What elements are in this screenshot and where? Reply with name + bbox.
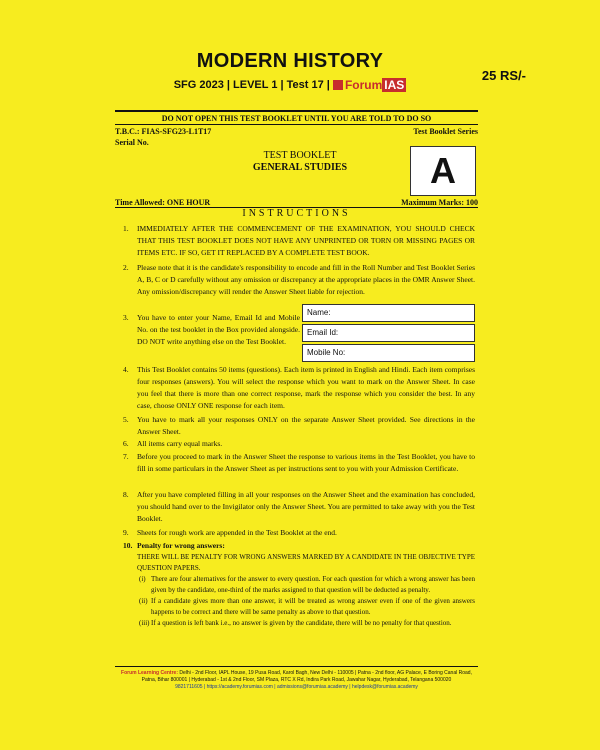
item-number: 3. bbox=[123, 313, 129, 322]
divider bbox=[115, 124, 478, 125]
footer-brand: Forum Learning Centre: bbox=[121, 670, 178, 676]
instruction-item bbox=[115, 262, 475, 298]
item-text: This Test Booklet contains 50 items (questions). Each item is printed in English and Hindi. Each item comprises four responses (answers). You will select the response which you want to mark on the Answer Sheet. In case you feel that there is more than one correct response, mark the response which you consider the best. In any case, choose ONLY ONE response for each item. bbox=[137, 365, 475, 410]
time-marks-row bbox=[115, 198, 478, 207]
time-allowed: Time Allowed: ONE HOUR bbox=[115, 198, 211, 207]
tbc-code: T.B.C.: FIAS-SFG23-L1T17 bbox=[115, 127, 212, 136]
item-text: You have to enter your Name, Email Id and Mobile No. on the test booklet in the Box provided alongside. DO NOT write anything else on the Test Booklet. bbox=[137, 313, 300, 346]
instruction-item bbox=[115, 438, 475, 450]
instruction-item bbox=[115, 451, 475, 475]
instruction-item bbox=[115, 489, 475, 525]
footer bbox=[115, 670, 478, 691]
item-number: 4. bbox=[123, 365, 129, 374]
item-text: Sheets for rough work are appended in the Test Booklet at the end. bbox=[137, 528, 337, 537]
item-number: 8. bbox=[123, 490, 129, 499]
item-number: 1. bbox=[123, 224, 129, 233]
item-number: 7. bbox=[123, 452, 129, 461]
footer-links[interactable]: 9821711605 | https://academy.forumias.com | admissions@forumias.academy | helpdesk@forumias.academy bbox=[175, 684, 418, 690]
item-text: You have to mark all your responses ONLY on the separate Answer Sheet provided. See directions in the Answer Sheet. bbox=[137, 415, 475, 436]
price-label: 25 RS/- bbox=[481, 68, 526, 83]
footer-divider bbox=[115, 666, 478, 667]
item-text: All items carry equal marks. bbox=[137, 439, 223, 448]
candidate-details-box bbox=[302, 304, 475, 364]
item-number: 6. bbox=[123, 439, 129, 448]
item-text: Please note that it is the candidate's responsibility to encode and fill in the Roll Number and Test Booklet Series A, B, C or D carefully without any omission or discrepancy at the appropriate places in the OMR Answer Sheet. Any omission/discrepancy will render the Answer Sheet liable for rejection. bbox=[137, 263, 475, 296]
penalty-number: (ii) bbox=[139, 597, 148, 605]
test-info: SFG 2023 | LEVEL 1 | Test 17 | bbox=[173, 78, 330, 91]
booklet-subject: GENERAL STUDIES bbox=[252, 162, 348, 173]
penalty-text: If a question is left bank i.e., no answer is given by the candidate, there will be no penalty for that question. bbox=[151, 619, 452, 627]
penalty-intro: THERE WILL BE PENALTY FOR WRONG ANSWERS MARKED BY A CANDIDATE IN THE OBJECTIVE TYPE QUESTION PAPERS. bbox=[137, 553, 475, 572]
penalty-number: (i) bbox=[139, 575, 146, 583]
top-divider bbox=[115, 110, 478, 112]
footer-address: Delhi - 2nd Floor, IAPL House, 19 Pusa Road, Karol Bagh, New Delhi - 110005 | Patna - 2nd floor, AG Palace, E Boring Canal Road, Patna, Bihar 800001 | Hyderabad - 1st & 2nd Floor, SM Plaza, RTC X Rd, Indira Park Road, Jawahar Nagar, Hyderabad, Telangana 500020 bbox=[141, 670, 472, 683]
penalty-item bbox=[139, 596, 475, 618]
item-text: Penalty for wrong answers: bbox=[137, 541, 225, 550]
logo-text: Forum bbox=[344, 78, 383, 92]
item-text: IMMEDIATELY AFTER THE COMMENCEMENT OF THE EXAMINATION, YOU SHOULD CHECK THAT THIS TEST BOOKLET DOES NOT HAVE ANY UNPRINTED OR TORN OR MISSING PAGES OR ITEMS ETC. IF SO, GET IT REPLACED BY A COMPLETE TEST BOOK. bbox=[137, 224, 475, 257]
instruction-item bbox=[115, 540, 475, 552]
series-box: A bbox=[410, 146, 476, 196]
booklet-title: TEST BOOKLET bbox=[263, 150, 337, 161]
logo-ias: IAS bbox=[384, 78, 405, 92]
page-title: MODERN HISTORY bbox=[196, 50, 384, 72]
name-field[interactable]: Name: bbox=[302, 304, 475, 322]
instructions-heading: INSTRUCTIONS bbox=[242, 208, 351, 219]
tbc-row bbox=[115, 127, 478, 136]
penalty-text: If a candidate gives more than one answer, it will be treated as wrong answer even if one of the given answers happens to be correct and there will be same penalty as above to that question. bbox=[151, 597, 475, 616]
item-number: 10. bbox=[123, 541, 133, 550]
item-text: Before you proceed to mark in the Answer Sheet the response to various items in the Test Booklet, you have to fill in some particulars in the Answer Sheet as per instructions sent to you with your Admission Certificate. bbox=[137, 452, 475, 473]
forumias-logo bbox=[333, 78, 406, 92]
penalty-number: (iii) bbox=[139, 619, 150, 627]
item-number: 9. bbox=[123, 528, 129, 537]
email-field[interactable]: Email Id: bbox=[302, 324, 475, 342]
instruction-item bbox=[115, 312, 300, 348]
serial-label: Serial No. bbox=[115, 138, 149, 147]
item-number: 2. bbox=[123, 263, 129, 272]
maximum-marks: Maximum Marks: 100 bbox=[401, 198, 478, 207]
mobile-field[interactable]: Mobile No: bbox=[302, 344, 475, 362]
item-text: After you have completed filling in all your responses on the Answer Sheet and the examination has concluded, you should hand over to the Invigilator only the Answer Sheet. You are permitted to take away with you the Test Booklet. bbox=[137, 490, 475, 523]
instruction-item bbox=[115, 364, 475, 412]
series-label: Test Booklet Series bbox=[413, 127, 478, 136]
item-number: 5. bbox=[123, 415, 129, 424]
penalty-item bbox=[139, 618, 475, 629]
instruction-item bbox=[115, 414, 475, 438]
warning-text: DO NOT OPEN THIS TEST BOOKLET UNTIL YOU ARE TOLD TO DO SO bbox=[161, 114, 432, 123]
penalty-item bbox=[139, 574, 475, 596]
instruction-item bbox=[115, 527, 475, 539]
logo-mark-icon bbox=[333, 80, 343, 90]
penalty-section bbox=[115, 552, 475, 629]
penalty-text: There are four alternatives for the answer to every question. For each question for which a wrong answer has been given by the candidate, one-third of the marks assigned to that question will be deducted as penalty. bbox=[151, 575, 475, 594]
instruction-item bbox=[115, 223, 475, 259]
